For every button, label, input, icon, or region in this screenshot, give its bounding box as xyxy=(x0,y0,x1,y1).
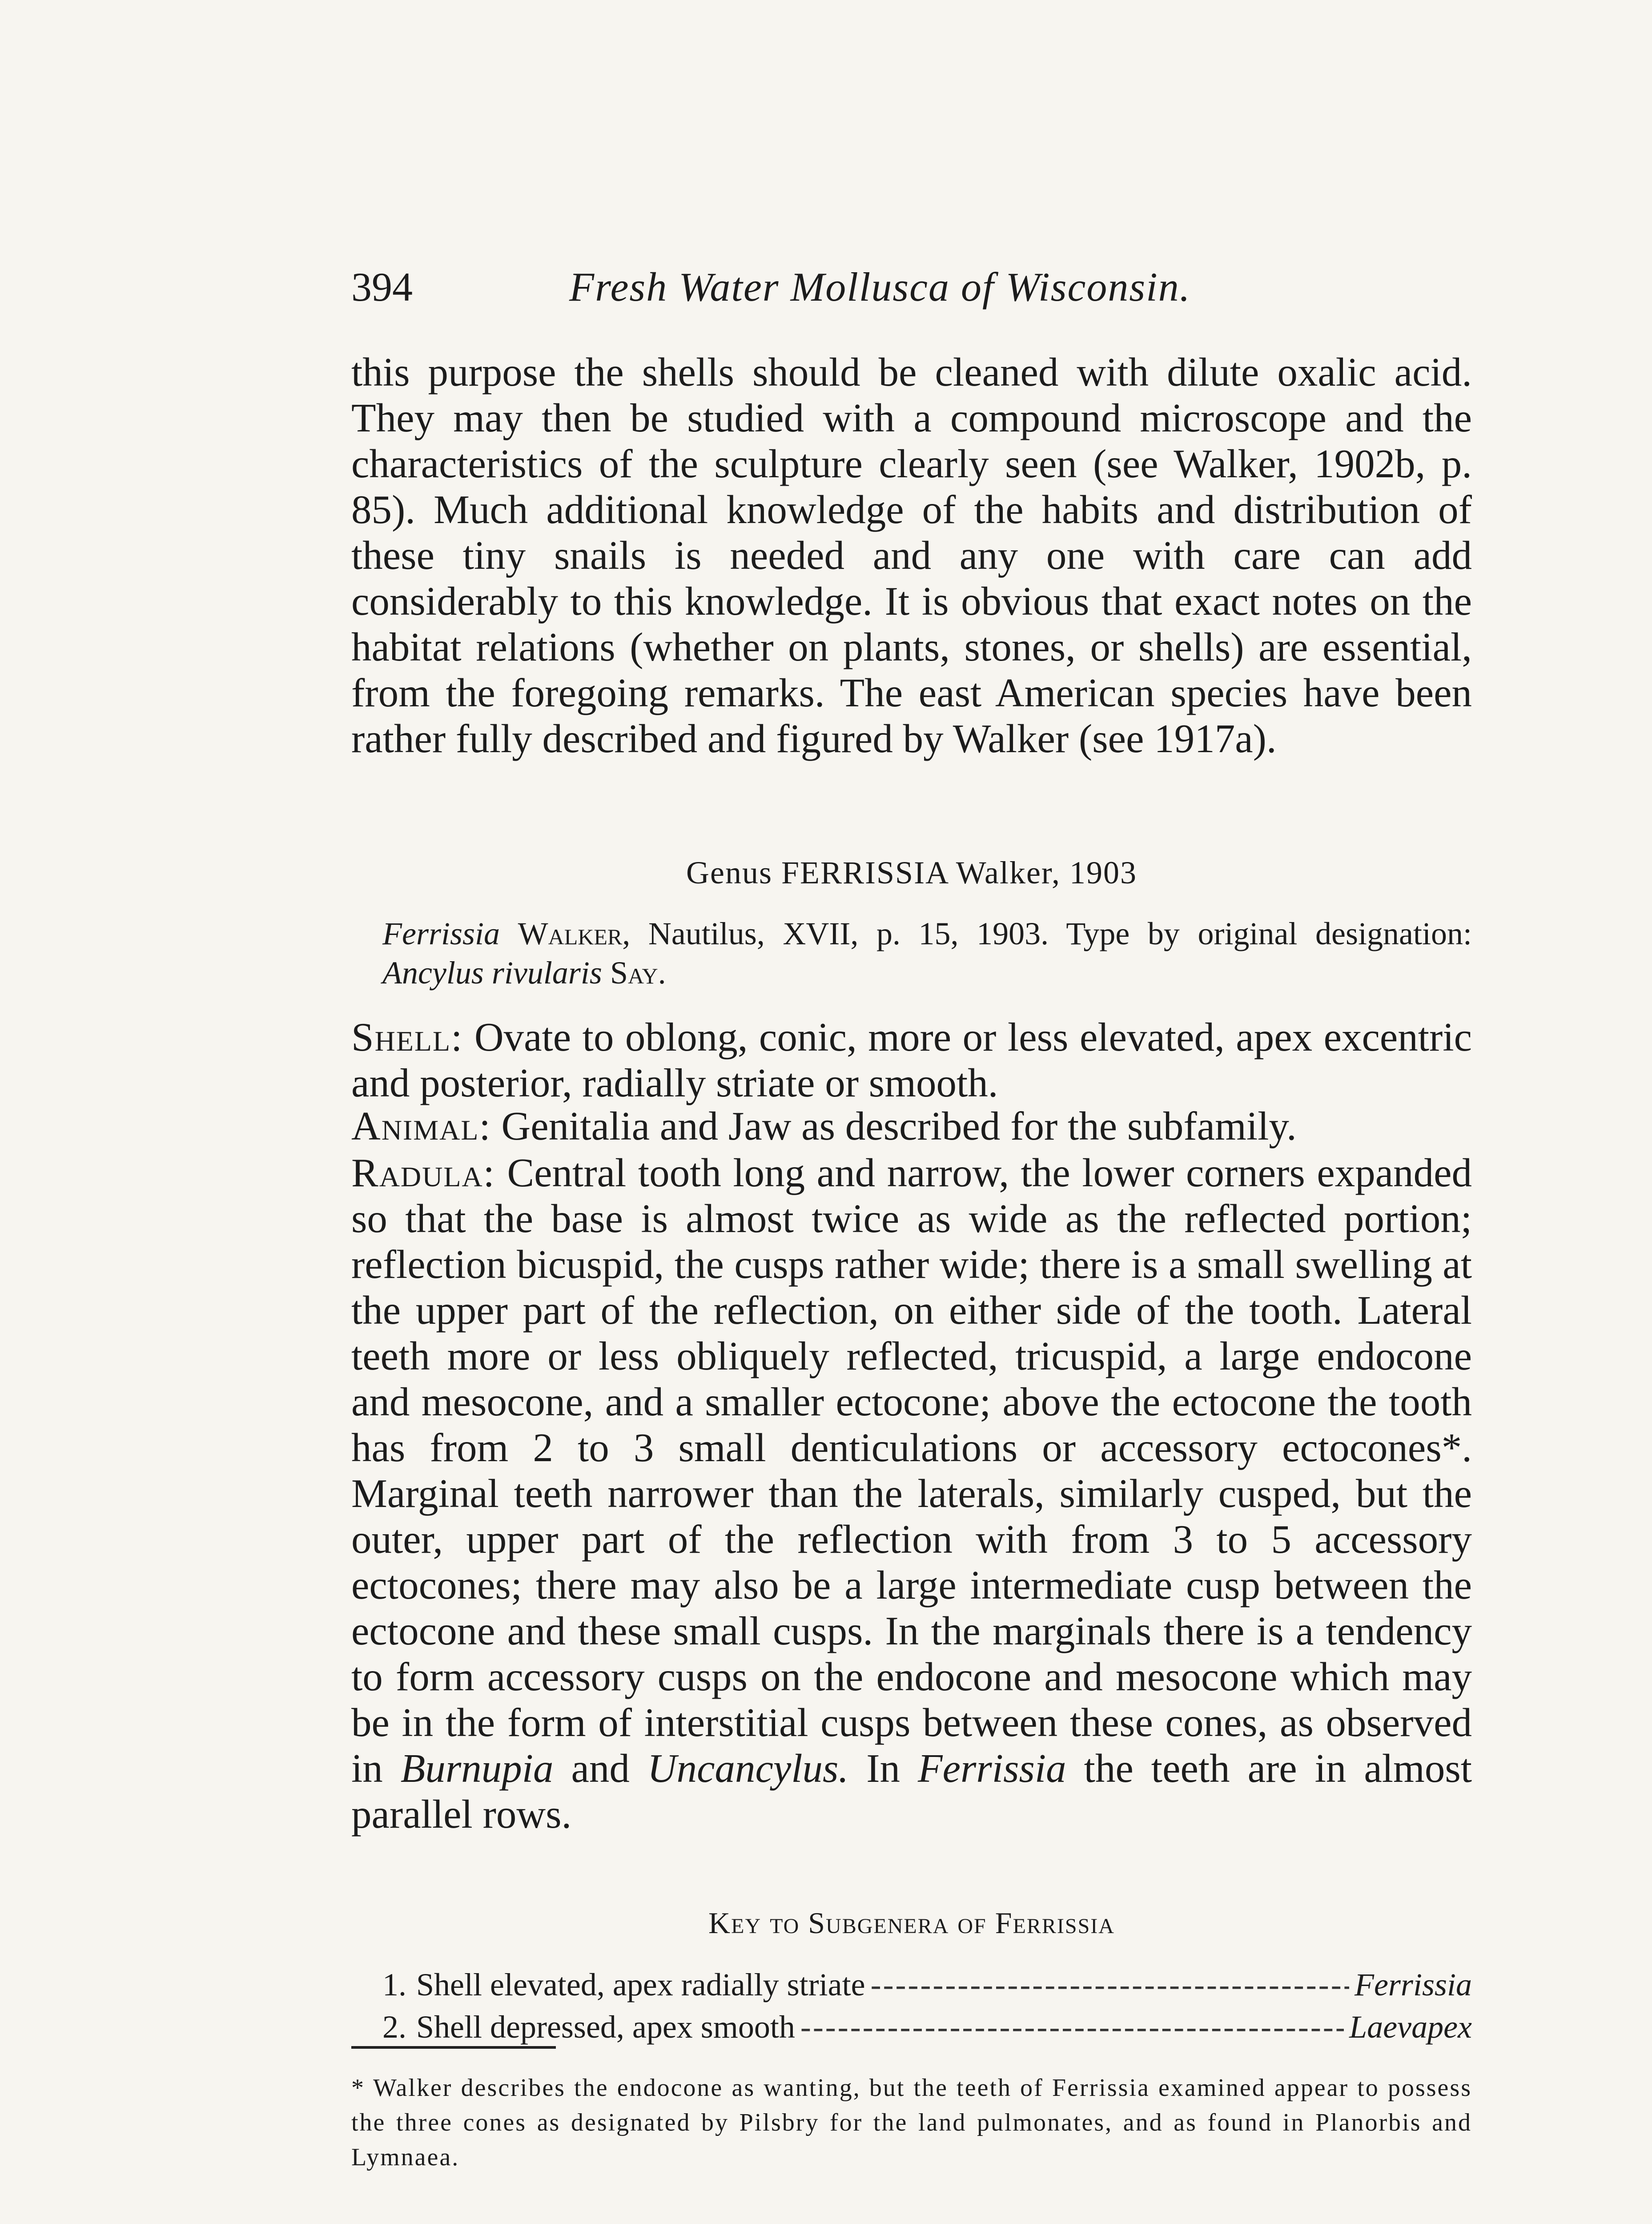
page-number: 394 xyxy=(351,264,413,310)
type-species: Ancylus rivularis xyxy=(382,955,602,991)
animal-paragraph xyxy=(351,1103,1472,1149)
intro-paragraph: this purpose the shells should be cleaned with dilute oxalic acid. They may then be studied with a compound microscope and the characteristics of the sculpture clearly seen (see Walker, 1902b, p. 85). Much additional knowledge of the habits and distribution of these tiny snails is needed and any one with care can add considerably to this knowledge. It is obvious that exact notes on the habitat relations (whether on plants, stones, or shells) are essential, from the foregoing remarks. The east American species have been rather fully described and figured by Walker (see 1917a). xyxy=(351,350,1472,761)
key-item-number: 1. xyxy=(382,1967,406,2002)
synonymy-citation: Nautilus, XVII, p. 15, 1903. Type by original designation: xyxy=(648,916,1472,951)
shell-paragraph xyxy=(351,1014,1472,1106)
key-item xyxy=(382,2006,1472,2048)
genus-synonymy xyxy=(382,914,1472,992)
radula-paragraph xyxy=(351,1150,1472,1837)
running-title: Fresh Water Mollusca of Wisconsin. xyxy=(569,264,1191,310)
shell-text: Ovate to oblong, conic, more or less elevated, apex excentric and posterior, radially striate or smooth. xyxy=(351,1015,1472,1105)
radula-text-end: the teeth are in almost parallel rows. xyxy=(351,1746,1472,1837)
genus-heading: Genus FERRISSIA Walker, 1903 xyxy=(686,855,1137,890)
key-item xyxy=(382,1964,1472,2006)
radula-in: In xyxy=(866,1746,900,1791)
synonymy-author: Walker, xyxy=(518,916,631,951)
synonymy-genus: Ferrissia xyxy=(382,916,500,951)
radula-and: and xyxy=(571,1746,630,1791)
key-item-result: Laevapex xyxy=(1349,2009,1472,2045)
key-item-text: Shell depressed, apex smooth xyxy=(416,2009,795,2045)
page-header xyxy=(351,262,1472,311)
key-item-text: Shell elevated, apex radially striate xyxy=(416,1967,865,2002)
animal-label: Animal: xyxy=(351,1104,491,1148)
key-item-result: Ferrissia xyxy=(1354,1967,1472,2002)
footnote: * Walker describes the endocone as wanting, but the teeth of Ferrissia examined appear to possess the three cones as designated by Pilsbry for the land pulmonates, and as found in Planorbis and Lymnaea. xyxy=(351,2074,1472,2171)
type-author: Say. xyxy=(610,955,666,991)
shell-label: Shell: xyxy=(351,1015,463,1060)
key-heading: Key to Subgenera of Ferrissia xyxy=(708,1906,1115,1940)
dot-leader xyxy=(871,1964,1349,2006)
dot-leader xyxy=(800,2006,1344,2048)
animal-text: Genitalia and Jaw as described for the subfamily. xyxy=(501,1104,1297,1148)
radula-label: Radula: xyxy=(351,1150,495,1195)
genus-uncancylus: Uncancylus. xyxy=(647,1746,849,1791)
radula-text: Central tooth long and narrow, the lower corners expanded so that the base is almost twice as wide as the reflected portion; reflection bicuspid, the cusps rather wide; there is a small swelling at the upper part of the reflection, on either side of the tooth. Lateral teeth more or less obliquely reflected, tricuspid, a large endocone and mesocone, and a smaller ectocone; above the ectocone the tooth has from 2 to 3 small denticulations or accessory ectocones*. Marginal teeth narrower than the laterals, similarly cusped, but the outer, upper part of the reflection with from 3 to 5 accessory ectocones; there may also be a large intermediate cusp between the ectocone and these small cusps. In the marginals there is a tendency to form accessory cusps on the endocone and mesocone which may be in the form of interstitial cusps between these cones, as observed in xyxy=(351,1150,1472,1791)
genus-ferrissia: Ferrissia xyxy=(917,1746,1066,1791)
key-item-number: 2. xyxy=(382,2009,406,2045)
genus-burnupia: Burnupia xyxy=(400,1746,554,1791)
footnote-divider xyxy=(351,2046,556,2049)
subgenera-key xyxy=(382,1964,1472,2048)
